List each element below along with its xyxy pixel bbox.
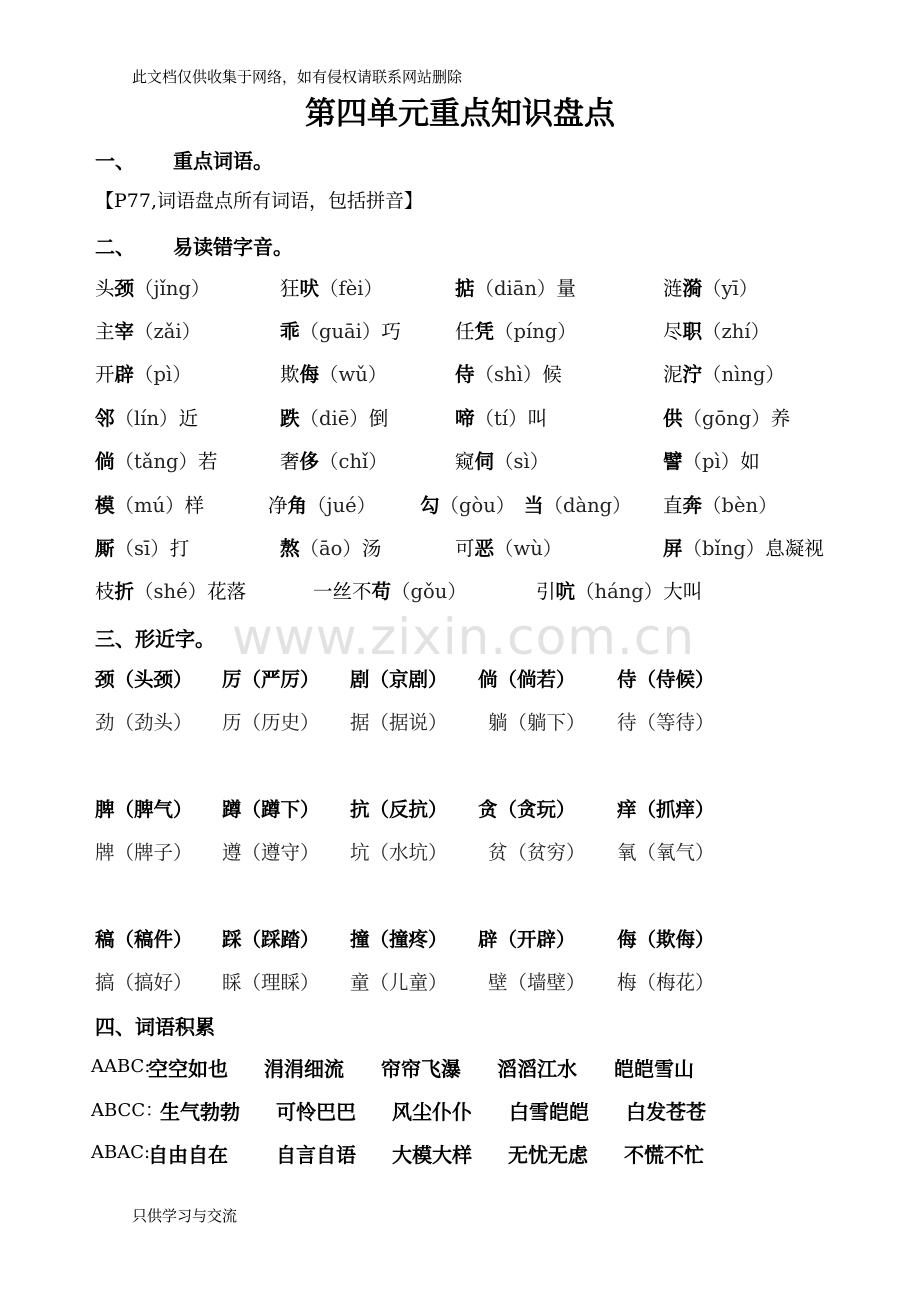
pinyin: （háng） bbox=[575, 580, 664, 603]
similar-char-item: 梅（梅花） bbox=[617, 971, 715, 994]
pronunciation-item bbox=[280, 533, 381, 561]
key-character: 侍 bbox=[455, 363, 475, 386]
pinyin: （lín） bbox=[114, 407, 179, 430]
idiom-word: 滔滔江水 bbox=[497, 1057, 577, 1081]
similar-char-row-target bbox=[0, 924, 920, 954]
key-character: 乖 bbox=[280, 320, 300, 343]
footer-note: 只供学习与交流 bbox=[132, 1207, 238, 1225]
similar-char-item: 历（历史） bbox=[222, 711, 320, 734]
pronunciation-item bbox=[663, 490, 778, 518]
pinyin: （zhí） bbox=[702, 320, 771, 343]
pronunciation-item bbox=[280, 273, 383, 301]
key-character: 宰 bbox=[114, 320, 135, 343]
pinyin: （zǎi） bbox=[134, 320, 202, 343]
idiom-word: 涓涓细流 bbox=[264, 1057, 344, 1081]
similar-char-item: 颈（头颈） bbox=[95, 668, 193, 691]
word-suffix: 如 bbox=[740, 450, 760, 473]
key-character: 凭 bbox=[474, 320, 495, 343]
key-character: 漪 bbox=[682, 277, 703, 300]
key-character: 倘 bbox=[95, 450, 115, 473]
idiom-row bbox=[91, 1096, 851, 1126]
pronunciation-row bbox=[0, 490, 920, 520]
key-character: 当 bbox=[524, 494, 544, 517]
similar-char-item: 倘（倘若） bbox=[478, 668, 576, 691]
idiom-word: 无忧无虑 bbox=[508, 1143, 588, 1167]
section-3-heading: 三、形近字。 bbox=[95, 627, 215, 651]
pronunciation-item bbox=[280, 359, 387, 387]
pinyin: （jué） bbox=[307, 494, 377, 517]
pronunciation-item bbox=[280, 446, 388, 474]
pronunciation-item bbox=[95, 403, 198, 431]
word-suffix: 大叫 bbox=[663, 580, 703, 603]
similar-char-item: 厉（严厉） bbox=[222, 668, 320, 691]
pronunciation-item bbox=[536, 576, 702, 604]
word-suffix: 息凝视 bbox=[765, 537, 824, 560]
word-prefix: 尽 bbox=[663, 320, 683, 343]
similar-char-item: 牌（牌子） bbox=[95, 841, 193, 864]
idiom-word: 空空如也 bbox=[148, 1057, 228, 1081]
similar-char-item: 辟（开辟） bbox=[478, 928, 576, 951]
pinyin: （sī） bbox=[114, 537, 170, 560]
pronunciation-item bbox=[280, 316, 401, 344]
header-note: 此文档仅供收集于网络，如有侵权请联系网站删除 bbox=[132, 68, 463, 86]
word-suffix: 打 bbox=[169, 537, 190, 560]
pronunciation-item bbox=[455, 316, 577, 344]
pinyin: （fèi） bbox=[319, 277, 384, 300]
pronunciation-row bbox=[0, 446, 920, 476]
key-character: 跌 bbox=[280, 407, 300, 430]
key-character: 颈 bbox=[114, 277, 135, 300]
key-character: 吭 bbox=[555, 580, 576, 603]
key-character: 奔 bbox=[682, 494, 703, 517]
similar-char-item: 待（等待） bbox=[617, 711, 715, 734]
key-character: 邻 bbox=[95, 407, 115, 430]
pronunciation-row bbox=[0, 576, 920, 606]
similar-char-row-compare bbox=[0, 837, 920, 867]
pronunciation-item bbox=[420, 490, 515, 518]
pinyin: （wǔ） bbox=[319, 363, 388, 386]
pinyin: （chǐ） bbox=[319, 450, 388, 473]
similar-char-item: 躺（躺下） bbox=[488, 711, 586, 734]
similar-char-row-target bbox=[0, 794, 920, 824]
pinyin: （gòu） bbox=[439, 494, 516, 517]
watermark: www.zixin.com.cn bbox=[232, 608, 696, 666]
key-character: 侈 bbox=[299, 450, 320, 473]
pronunciation-row bbox=[0, 273, 920, 303]
pinyin: （yī） bbox=[702, 277, 759, 300]
idiom-row bbox=[91, 1053, 851, 1083]
section-2-number: 二、 bbox=[95, 235, 135, 259]
word-suffix: 若 bbox=[198, 450, 218, 473]
pinyin: （shé） bbox=[134, 580, 208, 603]
pinyin: （mú） bbox=[114, 494, 185, 517]
word-suffix: 候 bbox=[542, 363, 562, 386]
section-2-heading bbox=[95, 231, 293, 260]
pronunciation-item bbox=[95, 316, 201, 344]
idiom-word: 大模大样 bbox=[392, 1143, 472, 1167]
word-prefix: 涟 bbox=[663, 277, 683, 300]
similar-char-item: 劲（劲头） bbox=[95, 711, 193, 734]
key-character: 模 bbox=[95, 494, 115, 517]
key-character: 熬 bbox=[280, 537, 300, 560]
pinyin: （dàng） bbox=[543, 494, 632, 517]
pinyin: （bèn） bbox=[702, 494, 778, 517]
word-prefix: 枝 bbox=[95, 580, 115, 603]
key-character: 勾 bbox=[420, 494, 440, 517]
word-suffix: 近 bbox=[178, 407, 199, 430]
pronunciation-item bbox=[663, 273, 758, 301]
pronunciation-item bbox=[663, 316, 770, 344]
similar-char-item: 蹲（蹲下） bbox=[222, 798, 320, 821]
key-character: 辟 bbox=[114, 363, 135, 386]
key-character: 苟 bbox=[371, 580, 392, 603]
pinyin: （bǐng） bbox=[682, 537, 766, 560]
word-suffix: 量 bbox=[556, 277, 576, 300]
section-1-heading bbox=[95, 145, 273, 174]
similar-char-row-compare bbox=[0, 967, 920, 997]
word-suffix: 巧 bbox=[381, 320, 401, 343]
similar-char-item: 搞（搞好） bbox=[95, 971, 193, 994]
pronunciation-item bbox=[455, 273, 576, 301]
pronunciation-item bbox=[95, 446, 218, 474]
pinyin: （wù） bbox=[494, 537, 563, 560]
similar-char-item: 据（据说） bbox=[350, 711, 448, 734]
word-suffix: 花落 bbox=[207, 580, 247, 603]
pinyin: （píng） bbox=[494, 320, 577, 343]
similar-char-item: 抗（反抗） bbox=[350, 798, 448, 821]
key-character: 啼 bbox=[455, 407, 475, 430]
word-prefix: 净 bbox=[268, 494, 288, 517]
similar-char-item: 侍（侍候） bbox=[617, 668, 715, 691]
pinyin: （pì） bbox=[134, 363, 192, 386]
idiom-word: 生气勃勃 bbox=[160, 1100, 240, 1124]
idiom-word: 自言自语 bbox=[276, 1143, 356, 1167]
pronunciation-row bbox=[0, 359, 920, 389]
key-character: 侮 bbox=[299, 363, 320, 386]
key-character: 职 bbox=[682, 320, 703, 343]
similar-char-item: 坑（水坑） bbox=[350, 841, 448, 864]
pronunciation-item bbox=[524, 490, 632, 518]
section-4-heading: 四、词语积累 bbox=[95, 1015, 215, 1039]
idiom-pattern-label: ABAC: bbox=[91, 1142, 151, 1163]
similar-char-item: 撞（撞疼） bbox=[350, 928, 448, 951]
pronunciation-item bbox=[455, 446, 549, 474]
idiom-word: 风尘仆仆 bbox=[392, 1100, 472, 1124]
similar-char-item: 贫（贫穷） bbox=[488, 841, 586, 864]
pinyin: （diān） bbox=[474, 277, 557, 300]
similar-char-item: 侮（欺侮） bbox=[617, 928, 715, 951]
pronunciation-item bbox=[95, 490, 204, 518]
word-prefix: 头 bbox=[95, 277, 115, 300]
pinyin: （shì） bbox=[474, 363, 543, 386]
pinyin: （gǒu） bbox=[391, 580, 467, 603]
pronunciation-item bbox=[663, 446, 760, 474]
pinyin: （tǎng） bbox=[114, 450, 199, 473]
word-prefix: 引 bbox=[536, 580, 556, 603]
pronunciation-item bbox=[663, 359, 785, 387]
pronunciation-row bbox=[0, 316, 920, 346]
pronunciation-item bbox=[95, 273, 210, 301]
word-suffix: 养 bbox=[770, 407, 791, 430]
pinyin: （āo） bbox=[299, 537, 362, 560]
key-character: 折 bbox=[114, 580, 135, 603]
word-prefix: 欺 bbox=[280, 363, 300, 386]
pronunciation-item bbox=[268, 490, 376, 518]
key-character: 角 bbox=[287, 494, 308, 517]
key-character: 恶 bbox=[474, 537, 495, 560]
similar-char-item: 剧（京剧） bbox=[350, 668, 448, 691]
pronunciation-item bbox=[455, 533, 562, 561]
idiom-pattern-label: AABC: bbox=[91, 1056, 151, 1077]
similar-char-item: 壁（墙壁） bbox=[488, 971, 586, 994]
word-suffix: 样 bbox=[184, 494, 205, 517]
word-prefix: 直 bbox=[663, 494, 683, 517]
similar-char-item: 脾（脾气） bbox=[95, 798, 193, 821]
similar-char-item: 稿（稿件） bbox=[95, 928, 193, 951]
similar-char-item: 痒（抓痒） bbox=[617, 798, 715, 821]
idiom-word: 不慌不忙 bbox=[624, 1143, 704, 1167]
idiom-word: 帘帘飞瀑 bbox=[381, 1057, 461, 1081]
word-suffix: 倒 bbox=[368, 407, 389, 430]
pronunciation-item bbox=[95, 576, 246, 604]
section-2-label: 易读错字音。 bbox=[173, 235, 293, 259]
pronunciation-row bbox=[0, 533, 920, 563]
similar-char-row-target bbox=[0, 664, 920, 694]
idiom-word: 皑皑雪山 bbox=[614, 1057, 694, 1081]
word-prefix: 一丝不 bbox=[313, 580, 372, 603]
idiom-word: 白发苍苍 bbox=[626, 1100, 706, 1124]
word-suffix: 叫 bbox=[527, 407, 548, 430]
idiom-pattern-label: ABCC： bbox=[91, 1100, 164, 1121]
key-character: 屏 bbox=[663, 537, 683, 560]
pronunciation-item bbox=[663, 533, 824, 561]
word-prefix: 窥 bbox=[455, 450, 475, 473]
similar-char-item: 童（儿童） bbox=[350, 971, 448, 994]
word-prefix: 开 bbox=[95, 363, 115, 386]
pinyin: （nìng） bbox=[702, 363, 785, 386]
key-character: 供 bbox=[663, 407, 683, 430]
word-prefix: 泥 bbox=[663, 363, 683, 386]
pronunciation-item bbox=[313, 576, 467, 604]
key-character: 泞 bbox=[682, 363, 703, 386]
pronunciation-item bbox=[95, 359, 192, 387]
key-character: 伺 bbox=[474, 450, 495, 473]
pinyin: （guāi） bbox=[299, 320, 382, 343]
key-character: 譬 bbox=[663, 450, 683, 473]
word-prefix: 奢 bbox=[280, 450, 300, 473]
section-1-label: 重点词语。 bbox=[173, 149, 273, 173]
idiom-word: 自由自在 bbox=[148, 1143, 228, 1167]
word-prefix: 任 bbox=[455, 320, 475, 343]
pronunciation-row bbox=[0, 403, 920, 433]
pinyin: （diē） bbox=[299, 407, 369, 430]
pinyin: （pì） bbox=[682, 450, 741, 473]
pronunciation-item bbox=[663, 403, 790, 431]
similar-char-item: 睬（理睬） bbox=[222, 971, 320, 994]
idiom-word: 白雪皑皑 bbox=[509, 1100, 589, 1124]
key-character: 掂 bbox=[455, 277, 475, 300]
pronunciation-item bbox=[95, 533, 189, 561]
pinyin: （tí） bbox=[474, 407, 528, 430]
page-title: 第四单元重点知识盘点 bbox=[305, 96, 615, 132]
key-character: 吠 bbox=[299, 277, 320, 300]
idiom-row bbox=[91, 1139, 851, 1169]
pinyin: （jǐng） bbox=[134, 277, 211, 300]
section-1-note: 【P77,词语盘点所有词语，包括拼音】 bbox=[95, 190, 424, 212]
section-1-number: 一、 bbox=[95, 149, 135, 173]
similar-char-item: 氧（氧气） bbox=[617, 841, 715, 864]
similar-char-item: 踩（踩踏） bbox=[222, 928, 320, 951]
word-suffix: 汤 bbox=[361, 537, 382, 560]
word-prefix: 可 bbox=[455, 537, 475, 560]
pronunciation-item bbox=[455, 359, 562, 387]
word-prefix: 主 bbox=[95, 320, 115, 343]
similar-char-row-compare bbox=[0, 707, 920, 737]
key-character: 厮 bbox=[95, 537, 115, 560]
pinyin: （sì） bbox=[494, 450, 550, 473]
similar-char-item: 贪（贪玩） bbox=[478, 798, 576, 821]
word-prefix: 狂 bbox=[280, 277, 300, 300]
similar-char-item: 遵（遵守） bbox=[222, 841, 320, 864]
pinyin: （gōng） bbox=[682, 407, 771, 430]
pronunciation-item bbox=[280, 403, 388, 431]
idiom-word: 可怜巴巴 bbox=[276, 1100, 356, 1124]
pronunciation-item bbox=[455, 403, 547, 431]
